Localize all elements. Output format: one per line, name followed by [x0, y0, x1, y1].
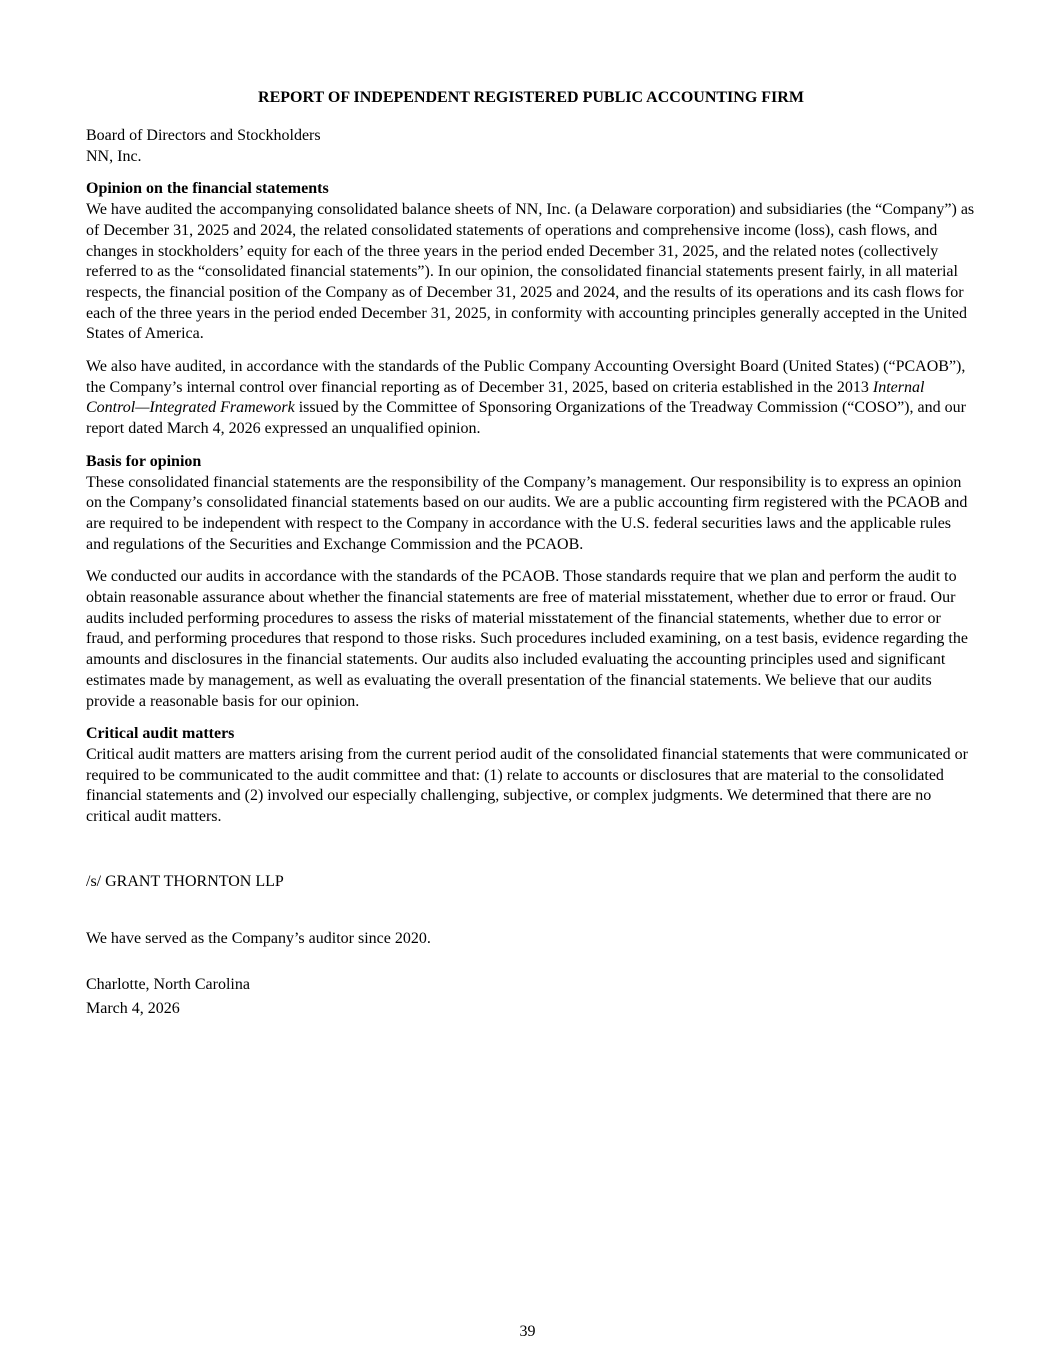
report-page	[86, 88, 976, 1021]
opinion-heading: Opinion on the financial statements	[86, 180, 329, 198]
critical-audit-section	[86, 724, 976, 828]
auditor-tenure: We have served as the Company’s auditor since 2020.	[86, 929, 431, 947]
coso-framework-title: Internal Control—Integrated Framework	[86, 378, 925, 417]
critical-audit-paragraph: Critical audit matters are matters arising from the current period audit of the consolidated financial statements that were communicated or required to be communicated to the audit committee and that: (1) relate to accounts or disclosures that are material to the consolidated financial statements and (2) involved our especially challenging, subjective, or complex judgments. We determined that there are no critical audit matters.	[86, 745, 968, 826]
critical-audit-heading: Critical audit matters	[86, 725, 235, 743]
opinion-paragraph-2	[86, 357, 976, 440]
basis-section	[86, 452, 976, 712]
addressee-line-board: Board of Directors and Stockholders	[86, 127, 321, 144]
opinion-paragraph-1: We have audited the accompanying consolidated balance sheets of NN, Inc. (a Delaware corporation) and subsidiaries (the “Company”) as of December 31, 2025 and 2024, the related consolidated statements of operations and comprehensive income (loss), cash flows, and changes in stockholders’ equity for each of the three years in the period ended December 31, 2025, and the related notes (collectively referred to as the “consolidated financial statements”). In our opinion, the consolidated financial statements present fairly, in all material respects, the financial position of the Company as of December 31, 2025 and 2024, and the results of its operations and its cash flows for each of the three years in the period ended December 31, 2025, in conformity with accounting principles generally accepted in the United States of America.	[86, 201, 975, 343]
addressee-block	[86, 126, 976, 167]
report-title: REPORT OF INDEPENDENT REGISTERED PUBLIC ACCOUNTING FIRM	[258, 89, 804, 106]
signing-date: March 4, 2026	[86, 1000, 180, 1018]
opinion-paragraph-2-end: issued by the Committee of Sponsoring Organizations of the Treadway Commission (“COSO”), and our report dated March 4, 2026 expressed an unqualified opinion.	[86, 399, 966, 438]
basis-heading: Basis for opinion	[86, 452, 202, 470]
basis-paragraph-2: We conducted our audits in accordance with the standards of the PCAOB. Those standards require that we plan and perform the audit to obtain reasonable assurance about whether the financial statements are free of material misstatement, whether due to error or fraud. Our audits included performing procedures to assess the risks of material misstatement of the financial statements, whether due to error or fraud, and performing procedures that respond to those risks. Such procedures included examining, on a test basis, evidence regarding the amounts and disclosures in the financial statements. Our audits also included evaluating the accounting principles used and significant estimates made by management, as well as evaluating the overall presentation of the financial statements. We believe that our audits provide a reasonable basis for our opinion.	[86, 568, 968, 710]
opinion-paragraph-2-start: We also have audited, in accordance with the standards of the Public Company Accounting Oversight Board (United States) (“PCAOB”), the Company’s internal control over financial reporting as of December 31, 2025, based on criteria established in the 2013	[86, 358, 966, 396]
opinion-section	[86, 179, 976, 439]
basis-paragraph-1: These consolidated financial statements are the responsibility of the Company’s management. Our responsibility is to express an opinion on the Company’s consolidated financial statements based on our audits. We are a public accounting firm registered with the PCAOB and are required to be independent with respect to the Company in accordance with the U.S. federal securities laws and the applicable rules and regulations of the Securities and Exchange Commission and the PCAOB.	[86, 473, 968, 553]
signing-location-block	[86, 973, 976, 1021]
addressee-line-company: NN, Inc.	[86, 147, 142, 165]
signing-city: Charlotte, North Carolina	[86, 976, 250, 994]
page-number: 39	[519, 1323, 536, 1340]
auditor-signature: /s/ GRANT THORNTON LLP	[86, 872, 284, 890]
